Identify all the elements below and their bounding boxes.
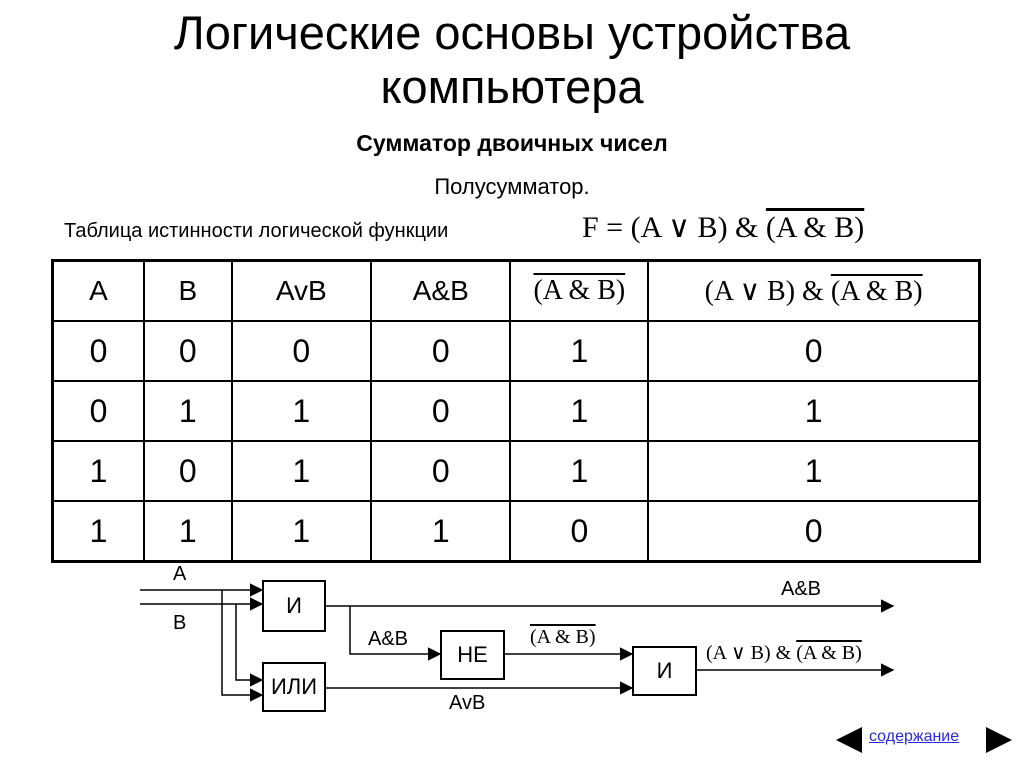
table-cell: 1: [510, 441, 648, 501]
table-cell: 0: [371, 321, 510, 381]
header-b: B: [144, 261, 232, 322]
section-heading: Полусумматор.: [434, 174, 590, 199]
table-cell: 1: [232, 501, 371, 562]
table-cell: 1: [232, 441, 371, 501]
table-cell: 0: [53, 321, 145, 381]
table-cell: 1: [648, 381, 979, 441]
subtitle: Сумматор двоичных чисел: [356, 130, 668, 156]
table-cell: 1: [648, 441, 979, 501]
input-a-label: A: [173, 563, 187, 585]
function-formula-prefix: F = (A ∨ B) &: [582, 211, 766, 244]
table-cell: 1: [144, 381, 232, 441]
not-gate: [440, 630, 505, 680]
result-label: [706, 640, 862, 665]
table-cell: 1: [510, 321, 648, 381]
and-branch-label: A&B: [368, 628, 409, 650]
and-gate-2: [632, 646, 697, 696]
table-cell: 1: [53, 501, 145, 562]
and-gate-2-label: И: [656, 658, 673, 683]
input-b-label: B: [173, 612, 187, 634]
header-or: AvB: [232, 261, 371, 322]
prev-arrow-icon[interactable]: [836, 727, 862, 753]
contents-link[interactable]: содержание: [869, 728, 960, 745]
truth-table-caption: Таблица истинности логической функции: [64, 220, 449, 242]
and-gate-1: [262, 580, 326, 632]
nand-label: [530, 626, 596, 649]
or-output-label: AvB: [449, 692, 486, 714]
table-cell: 1: [144, 501, 232, 562]
table-cell: 0: [510, 501, 648, 562]
header-and: A&B: [371, 261, 510, 322]
title-line-2: компьютера: [380, 60, 644, 113]
table-cell: 0: [53, 381, 145, 441]
table-cell: 0: [648, 501, 979, 562]
title-line-1: Логические основы устройства: [173, 6, 851, 59]
result-label-overlined: (A & B): [796, 642, 862, 664]
header-result-prefix: (A ∨ B) &: [704, 276, 831, 307]
table-cell: 0: [371, 441, 510, 501]
and-gate-1-label: И: [286, 593, 302, 618]
or-gate: [262, 662, 326, 712]
header-result-overlined: (A & B): [830, 276, 923, 307]
result-label-prefix: (A ∨ B) &: [706, 642, 797, 664]
wire-b-to-or: [236, 604, 262, 680]
table-cell: 0: [144, 321, 232, 381]
header-a: A: [53, 261, 145, 322]
table-cell: 0: [232, 321, 371, 381]
and-output-label: A&B: [781, 578, 822, 600]
or-gate-label: ИЛИ: [270, 674, 318, 699]
table-cell: 0: [648, 321, 979, 381]
table-cell: 1: [371, 501, 510, 562]
table-cell: 1: [510, 381, 648, 441]
header-nand-text: (A & B): [533, 275, 626, 306]
nand-label-text: (A & B): [530, 626, 596, 648]
function-formula-overlined: (A & B): [765, 211, 865, 244]
next-arrow-icon[interactable]: [986, 727, 1012, 753]
table-cell: 1: [53, 441, 145, 501]
table-cell: 1: [232, 381, 371, 441]
not-gate-label: НЕ: [457, 642, 488, 667]
table-cell: 0: [144, 441, 232, 501]
table-cell: 0: [371, 381, 510, 441]
